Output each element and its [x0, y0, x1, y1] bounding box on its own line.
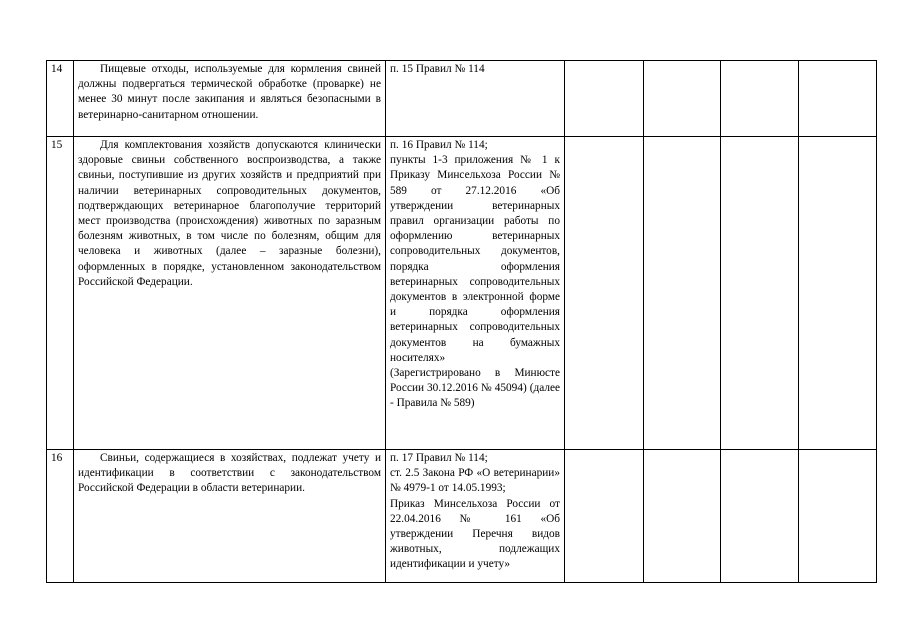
requirement-text: Пищевые отходы, используемые для кормления свиней должны подвергаться термической обработке (проварке) не менее 30 минут после закипания и являться безопасными в ветеринарно-санитарном отношении. [74, 61, 386, 137]
empty-cell [799, 61, 877, 137]
reference-text: п. 16 Правил № 114; пункты 1-3 приложения № 1 к Приказу Минсельхоза России № 589 от 27.12.2016 «Об утверждении ветеринарных правил организации работы по оформлению ветеринарных сопроводительных документов, порядка оформления ветеринарных сопроводительных документов в электронной форме и порядка оформления ветеринарных сопроводительных документов на бумажных носителях» (Зарегистрировано в Минюсте России 30.12.2016 № 45094) (далее - Правила № 589) [386, 137, 565, 450]
empty-cell [799, 137, 877, 450]
row-number: 14 [47, 61, 74, 137]
table-row [47, 61, 877, 137]
empty-cell [644, 137, 721, 450]
row-number: 15 [47, 137, 74, 450]
empty-cell [565, 450, 644, 583]
empty-cell [644, 450, 721, 583]
empty-cell [721, 137, 799, 450]
reference-text: п. 15 Правил № 114 [386, 61, 565, 137]
empty-cell [565, 137, 644, 450]
requirement-text: Свиньи, содержащиеся в хозяйствах, подлежат учету и идентификации в соответствии с законодательством Российской Федерации в области ветеринарии. [74, 450, 386, 583]
requirements-table [46, 60, 877, 583]
empty-cell [565, 61, 644, 137]
reference-text: п. 17 Правил № 114; ст. 2.5 Закона РФ «О ветеринарии» № 4979-1 от 14.05.1993; Приказ Минсельхоза России от 22.04.2016 № 161 «Об утверждении Перечня видов животных, подлежащих идентификации и учету» [386, 450, 565, 583]
table-row [47, 450, 877, 583]
row-number: 16 [47, 450, 74, 583]
empty-cell [644, 61, 721, 137]
empty-cell [799, 450, 877, 583]
empty-cell [721, 450, 799, 583]
empty-cell [721, 61, 799, 137]
requirement-text: Для комплектования хозяйств допускаются клинически здоровые свиньи собственного воспроизводства, а также свиньи, поступившие из других хозяйств и предприятий при наличии ветеринарных сопроводительных документов, подтверждающих ветеринарное благополучие территорий мест производства (происхождения) животных по заразным болезням животных, в том числе по болезням, общим для человека и животных (далее – заразные болезни), оформленных в порядке, установленном законодательством Российской Федерации. [74, 137, 386, 450]
table-row [47, 137, 877, 450]
